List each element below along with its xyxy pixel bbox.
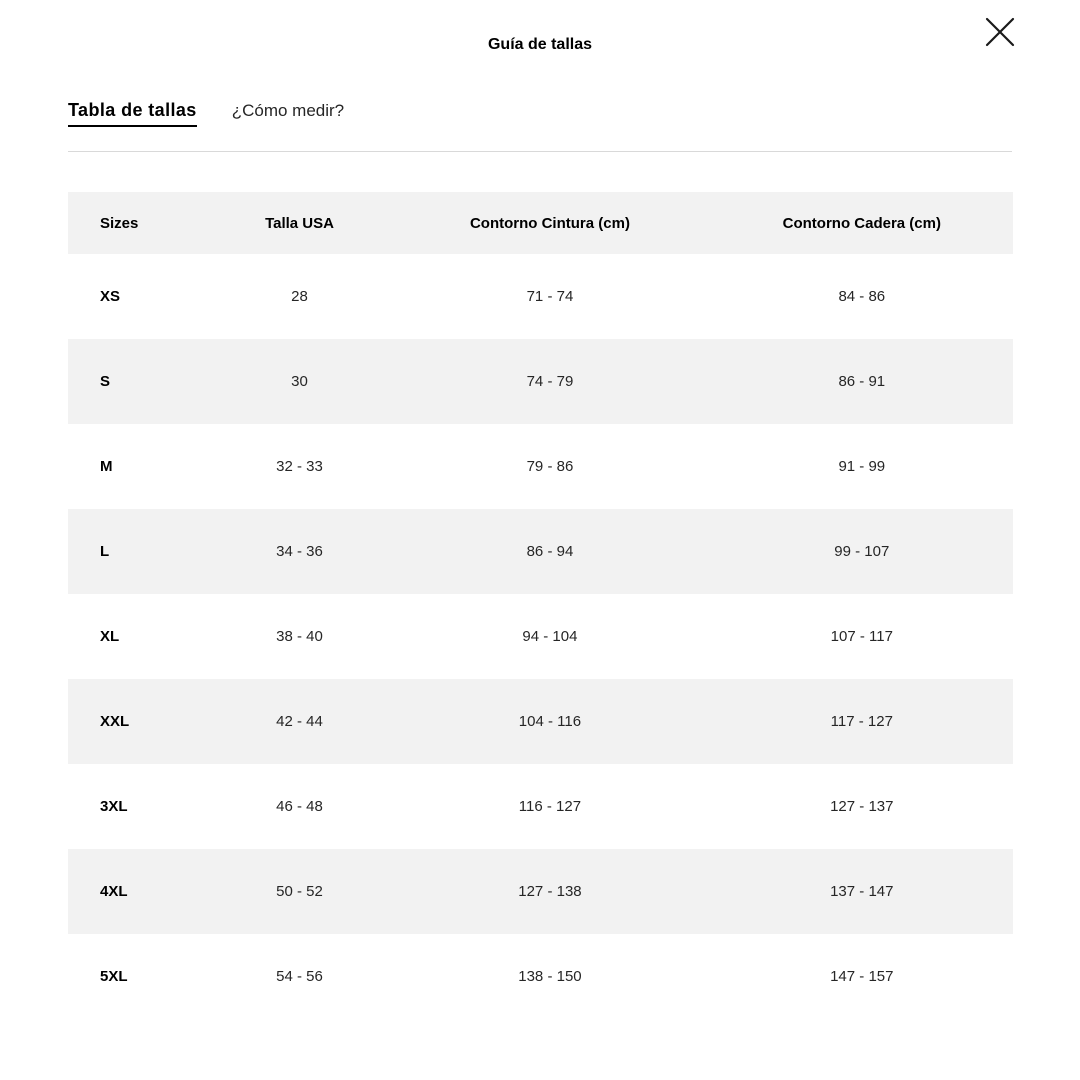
size-label: XS — [100, 288, 121, 305]
cadera-value: 137 - 147 — [830, 883, 894, 900]
cintura-value: 86 - 94 — [526, 543, 574, 560]
table-row — [68, 764, 1013, 849]
modal-title: Guía de tallas — [487, 36, 593, 53]
talla-usa-value: 34 - 36 — [276, 543, 323, 560]
tab-size-chart[interactable]: Tabla de tallas — [68, 100, 197, 127]
close-button[interactable] — [981, 13, 1019, 51]
table-row — [68, 509, 1013, 594]
tab-how-to-measure[interactable]: ¿Cómo medir? — [231, 101, 345, 120]
table-row — [68, 594, 1013, 679]
size-label: XL — [100, 628, 120, 645]
size-table — [68, 192, 1013, 1019]
cadera-value: 107 - 117 — [830, 628, 893, 645]
size-label: 3XL — [100, 798, 128, 815]
size-label: XXL — [100, 713, 130, 730]
cintura-value: 94 - 104 — [522, 628, 578, 645]
talla-usa-value: 50 - 52 — [276, 883, 323, 900]
cintura-value: 127 - 138 — [518, 883, 582, 900]
table-row — [68, 424, 1013, 509]
cadera-value: 117 - 127 — [830, 713, 893, 730]
col-header-sizes: Sizes — [100, 214, 139, 232]
cintura-value: 71 - 74 — [526, 288, 574, 305]
close-icon — [985, 17, 1015, 47]
size-label: L — [100, 543, 110, 560]
table-header-row — [68, 192, 1013, 254]
table-row — [68, 849, 1013, 934]
talla-usa-value: 42 - 44 — [276, 713, 323, 730]
col-header-cadera: Contorno Cadera (cm) — [782, 214, 941, 232]
talla-usa-value: 38 - 40 — [276, 628, 323, 645]
table-row — [68, 934, 1013, 1019]
cintura-value: 74 - 79 — [526, 373, 574, 390]
talla-usa-value: 30 — [291, 373, 308, 390]
col-header-talla-usa: Talla USA — [265, 214, 334, 232]
talla-usa-value: 32 - 33 — [276, 458, 323, 475]
size-label: M — [100, 458, 113, 475]
cintura-value: 104 - 116 — [518, 713, 582, 730]
cintura-value: 138 - 150 — [518, 968, 582, 985]
talla-usa-value: 54 - 56 — [276, 968, 323, 985]
tab-bar — [68, 100, 1012, 127]
size-label: S — [100, 373, 111, 390]
cadera-value: 147 - 157 — [830, 968, 894, 985]
cadera-value: 91 - 99 — [838, 458, 886, 475]
divider — [68, 151, 1012, 152]
table-row — [68, 679, 1013, 764]
cadera-value: 127 - 137 — [830, 798, 894, 815]
col-header-cintura: Contorno Cintura (cm) — [469, 214, 630, 232]
cadera-value: 86 - 91 — [838, 373, 886, 390]
talla-usa-value: 28 — [291, 288, 308, 305]
table-row — [68, 339, 1013, 424]
talla-usa-value: 46 - 48 — [276, 798, 323, 815]
size-label: 4XL — [100, 883, 128, 900]
cadera-value: 99 - 107 — [834, 543, 890, 560]
cintura-value: 79 - 86 — [526, 458, 574, 475]
cadera-value: 84 - 86 — [838, 288, 886, 305]
table-row — [68, 254, 1013, 339]
cintura-value: 116 - 127 — [518, 798, 582, 815]
size-label: 5XL — [100, 968, 128, 985]
